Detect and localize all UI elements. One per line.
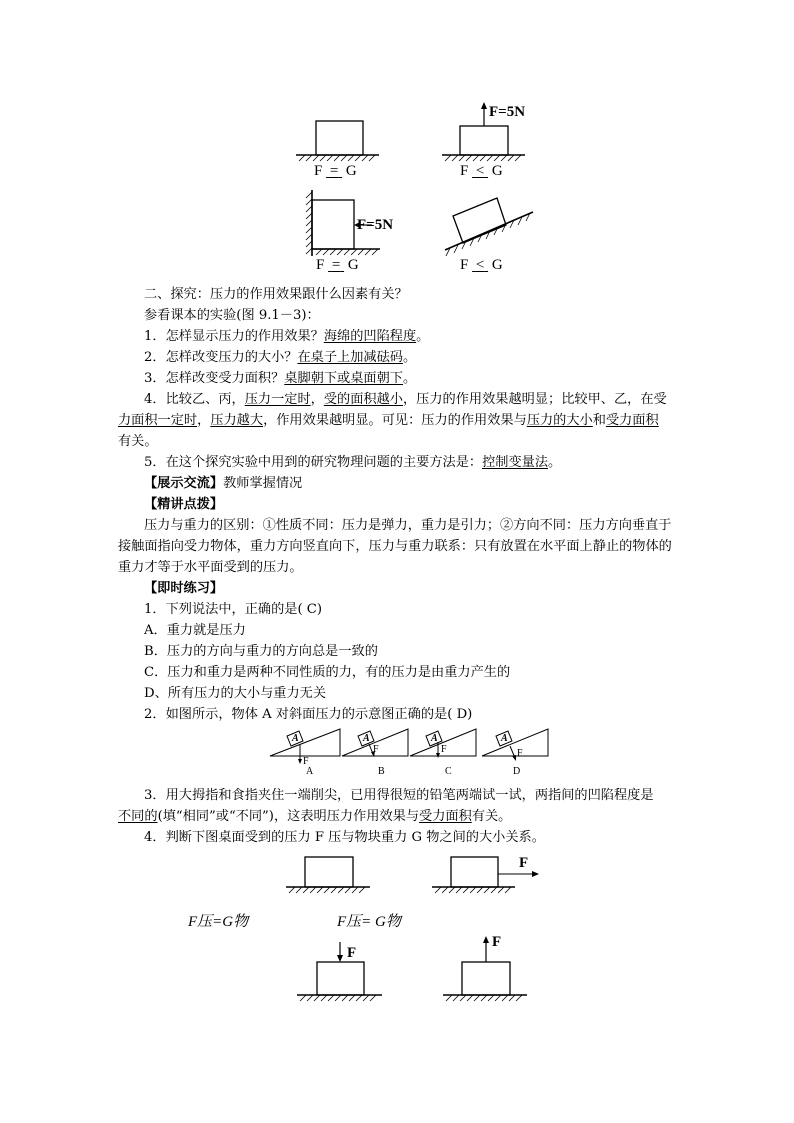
section2-q4-line3: 有关。 xyxy=(118,434,158,449)
equation-right: F压= G物 xyxy=(337,914,401,930)
explain-head: 【精讲点拨】 xyxy=(144,497,224,512)
label-bottom-right: F < G xyxy=(460,257,503,273)
incline-d-block-label: A xyxy=(501,733,508,744)
option-label-d: D xyxy=(513,766,521,777)
practice-q3-line2: 不同的(填“相同”或“不同”)，这表明压力作用效果与受力面积有关。 xyxy=(118,809,512,824)
practice-q1-option-a: A．重力就是压力 xyxy=(144,623,246,638)
explain-paragraph: 压力与重力的区别：①性质不同：压力是弹力，重力是引力；②方向不同：压力方向垂直于接触面指向受力物体，重力方向竖直向下，压力与重力联系：只有放置在水平面上静止的物体的重力才等于水平面受到的压力。 xyxy=(118,518,672,575)
force-label-horizontal: F xyxy=(519,855,529,871)
practice-q4: 4．判断下图桌面受到的压力 F 压与物块重力 G 物之间的大小关系。 xyxy=(144,830,545,845)
incline-b-block-label: A xyxy=(363,733,370,744)
label-top-left: F = G xyxy=(314,163,357,179)
section2-ref: 参看课本的实验(图 9.1－3)： xyxy=(144,308,320,323)
section2-title: 二、探究：压力的作用效果跟什么因素有关？ xyxy=(144,287,408,302)
equation-left: F压=G物 xyxy=(188,914,249,930)
section2-q4-line2: 力面积一定时，压力越大，作用效果越明显。可见：压力的作用效果与压力的大小和受力面积 xyxy=(118,413,659,428)
incline-a-block-label: A xyxy=(292,733,299,744)
table-block-resting xyxy=(286,857,370,893)
incline-option-d xyxy=(482,729,548,761)
figure-pressure-diagrams xyxy=(0,0,794,280)
incline-c-force-label: F xyxy=(441,744,447,755)
label-bottom-left: F = G xyxy=(316,257,359,273)
practice-q1-option-b: B．压力的方向与重力的方向总是一致的 xyxy=(144,644,378,659)
option-label-a: A xyxy=(306,766,314,777)
table-block-upward-force xyxy=(443,936,527,1001)
section2-q3: 3．怎样改变受力面积？桌脚朝下或桌面朝下。 xyxy=(144,371,417,386)
incline-c-block-label: A xyxy=(431,733,438,744)
diagram-block-on-incline xyxy=(445,198,533,256)
force-label-upward: F xyxy=(492,934,502,950)
option-label-c: C xyxy=(445,766,452,777)
option-label-b: B xyxy=(378,766,385,777)
practice-q3-line1: 3．用大拇指和食指夹住一端削尖，已用得很短的铅笔两端试一试，两指间的凹陷程度是 xyxy=(144,788,654,803)
section2-q4-line1: 4．比较乙、丙，压力一定时，受的面积越小，压力的作用效果越明显；比较甲、乙，在受 xyxy=(144,392,667,407)
force-label-bottom-left: F=5N xyxy=(357,217,394,233)
incline-b-force-label: F xyxy=(373,744,379,755)
section2-q2: 2．怎样改变压力的大小？在桌子上加减砝码。 xyxy=(144,350,417,365)
practice-q1-option-c: C．压力和重力是两种不同性质的力，有的压力是由重力产生的 xyxy=(144,665,511,680)
diagram-block-on-floor xyxy=(296,121,379,161)
force-label-top-right: F=5N xyxy=(489,104,526,120)
practice-q2: 2．如图所示，物体 A 对斜面压力的示意图正确的是( D) xyxy=(144,707,473,722)
label-top-right: F < G xyxy=(460,163,503,179)
section2-q5: 5．在这个探究实验中用到的研究物理问题的主要方法是：控制变量法。 xyxy=(144,455,562,470)
table-block-downward-force xyxy=(297,942,382,1001)
practice-q1-option-d: D、所有压力的大小与重力无关 xyxy=(144,686,327,701)
force-label-downward: F xyxy=(347,945,357,961)
practice-head: 【即时练习】 xyxy=(144,581,224,596)
figure-incline-options xyxy=(0,725,794,785)
incline-d-force-label: F xyxy=(517,748,523,759)
practice-q1: 1．下列说法中，正确的是( C) xyxy=(144,602,323,617)
section2-q1: 1．怎样显示压力的作用效果？海绵的凹陷程度。 xyxy=(144,329,430,344)
display-exchange: 【展示交流】教师掌握情况 xyxy=(144,476,303,491)
incline-a-force-label: F xyxy=(303,756,309,767)
